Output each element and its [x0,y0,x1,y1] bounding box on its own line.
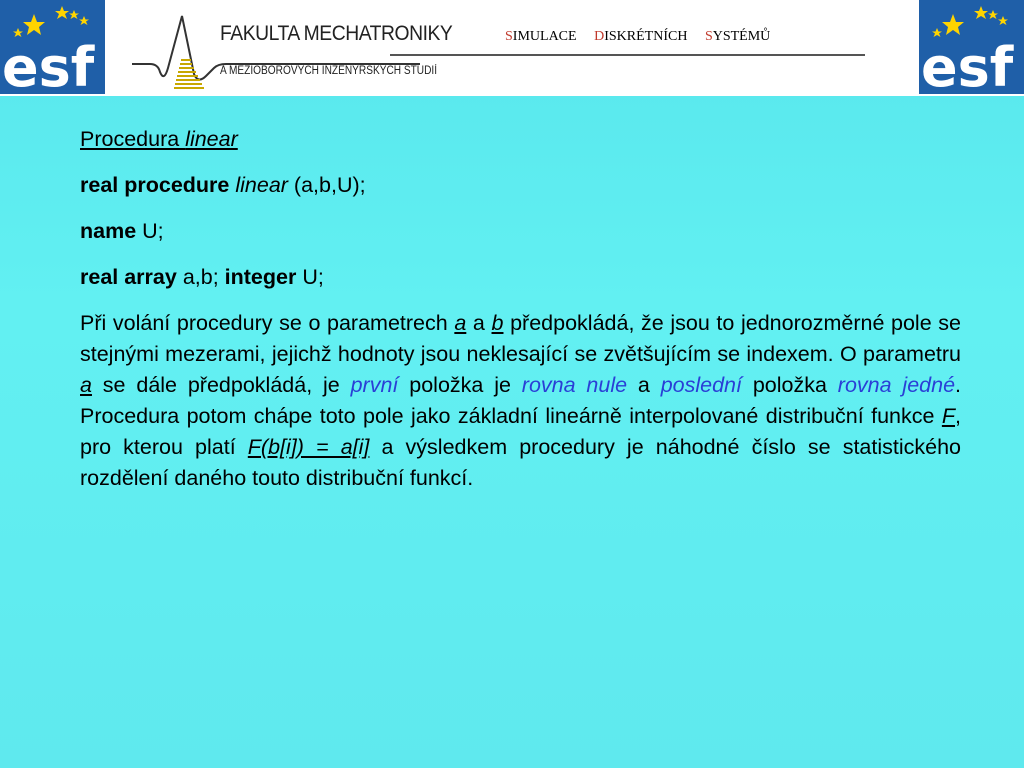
code-line-types: real array a,b; integer U; [80,265,324,289]
esf-logo-right [919,0,1024,94]
course-title [505,29,770,45]
slide-header [0,0,1024,96]
course-word-3: SYSTÉMŮ [704,29,771,44]
course-word-1: SIMULACE [505,29,577,44]
code-line-declaration: real procedure linear (a,b,U); [80,173,366,197]
esf-logo-icon [0,0,105,94]
code-line-name: name U; [80,219,164,243]
faculty-subtitle: A MEZIOBOROVÝCH INŽENÝRSKÝCH STUDIÍ [220,65,438,77]
description-paragraph: Při volání procedury se o parametrech a a b předpokládá, že jsou to jednorozměrné pole se stejnými mezerami, jejichž hodnoty jsou neklesající se zvětšujícím se indexem. O parametru a se dále předpokládá, je první položka je rovna nule a poslední položka rovna jedné. Procedura potom chápe toto pole jako základní lineárně interpolované distribuční funkce F, pro kterou platí F(b[i]) = a[i] a výsledkem procedury je náhodné číslo se statistického rozdělení daného touto distribuční funkcí. [80,311,962,490]
faculty-name: FAKULTA MECHATRONIKY [220,22,453,45]
esf-logo-icon [919,0,1024,94]
slide-content [80,124,961,509]
slide-title: Procedura linear [80,127,238,151]
esf-logo-left [0,0,105,94]
svg-text:esf: esf [2,36,95,94]
header-divider [390,54,865,56]
course-word-2: DISKRÉTNÍCH [594,29,688,44]
svg-text:esf: esf [921,36,1014,94]
